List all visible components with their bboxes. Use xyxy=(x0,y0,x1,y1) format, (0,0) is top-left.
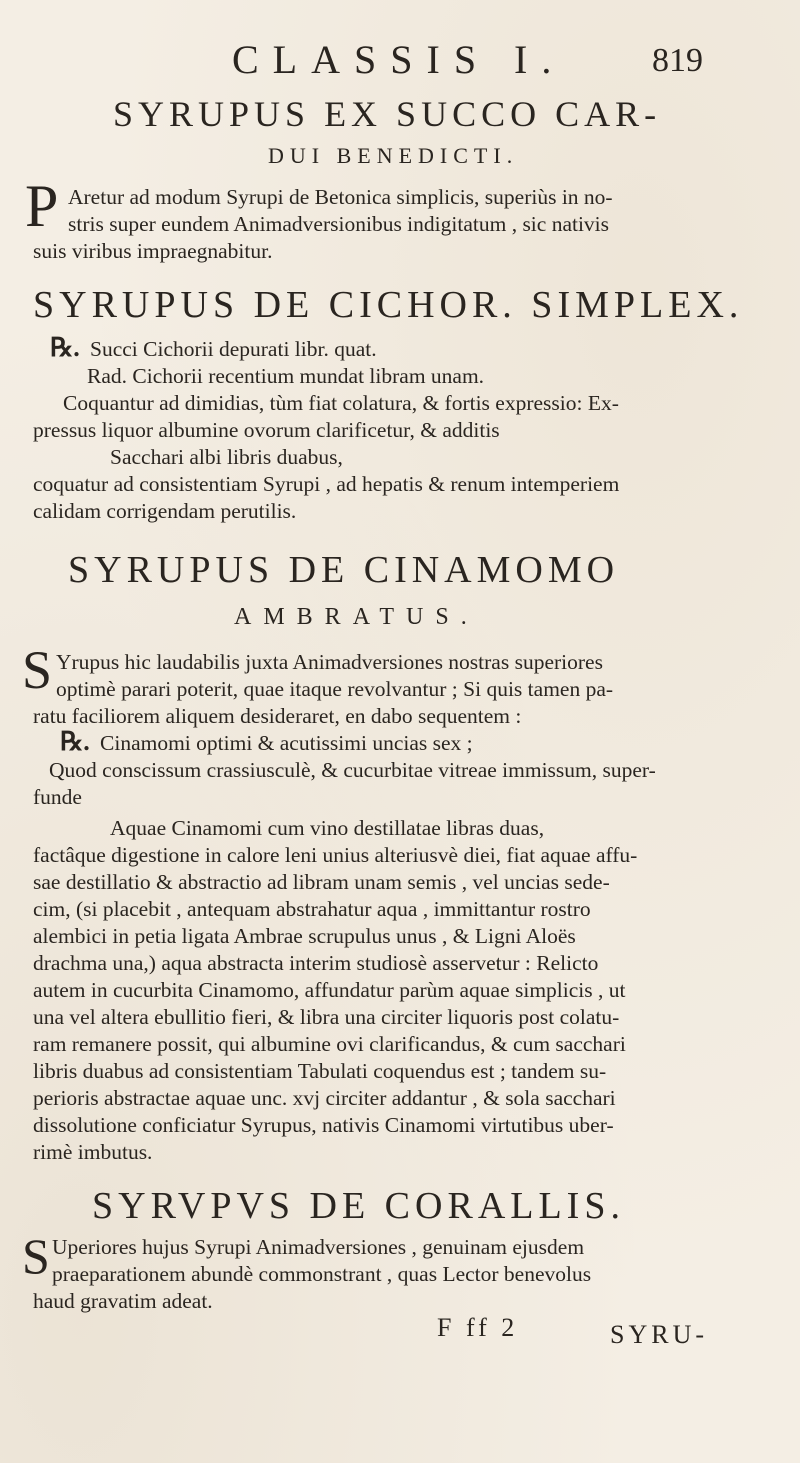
page-number: 819 xyxy=(652,42,703,79)
body-line: drachma una,) aqua abstracta interim studiosè asservetur : Relicto xyxy=(33,951,599,975)
section-subtitle-carduus: DUI BENEDICTI. xyxy=(268,143,519,168)
body-line: Quod conscissum crassiusculè, & cucurbitae vitreae immissum, super- xyxy=(49,758,656,782)
body-line: dissolutione conficiatur Syrupus, nativis Cinamomi virtutibus uber- xyxy=(33,1113,614,1137)
body-line: una vel altera ebullitio fieri, & libra una circiter liquoris post colatu- xyxy=(33,1005,620,1029)
body-line: Aquae Cinamomi cum vino destillatae libras duas, xyxy=(110,816,545,840)
section-title-carduus: SYRUPUS EX SUCCO CAR- xyxy=(113,94,662,134)
body-line: ratu faciliorem aliquem desideraret, en dabo sequentem : xyxy=(33,704,522,728)
signature-mark: F ff 2 xyxy=(437,1313,519,1342)
section-title-corallis: SYRVPVS DE CORALLIS. xyxy=(92,1185,625,1227)
body-line: Aretur ad modum Syrupi de Betonica simplicis, superiùs in no- xyxy=(68,185,613,209)
body-line: pressus liquor albumine ovorum clarificetur, & additis xyxy=(33,418,500,442)
drop-cap: S xyxy=(22,1228,50,1284)
body-line: rimè imbutus. xyxy=(33,1140,153,1164)
body-line: sae destillatio & abstractio ad libram unam semis , vel uncias sede- xyxy=(33,870,610,894)
section-title-cinamomum: SYRUPUS DE CINAMOMO xyxy=(68,549,620,591)
body-line: libris duabus ad consistentiam Tabulati coquendus est ; tandem su- xyxy=(33,1059,607,1083)
section-title-cichorium: SYRUPUS DE CICHOR. SIMPLEX. xyxy=(33,284,744,326)
recipe-symbol: ℞. xyxy=(60,727,90,756)
body-line: Yrupus hic laudabilis juxta Animadversiones nostras superiores xyxy=(56,650,603,674)
section-subtitle-ambratus: AMBRATUS. xyxy=(234,604,479,630)
body-line: suis viribus impraegnabitur. xyxy=(33,239,273,263)
recipe-symbol: ℞. xyxy=(50,333,80,362)
body-line: stris super eundem Animadversionibus indigitatum , sic nativis xyxy=(68,212,610,236)
body-line: Rad. Cichorii recentium mundat libram unam. xyxy=(87,364,485,388)
body-line: praeparationem abundè commonstrant , quas Lector benevolus xyxy=(52,1262,592,1286)
drop-cap: P xyxy=(25,173,59,239)
body-line: calidam corrigendam perutilis. xyxy=(33,499,297,523)
body-line: haud gravatim adeat. xyxy=(33,1289,213,1313)
body-line: perioris abstractae aquae unc. xvj circiter addantur , & sola sacchari xyxy=(33,1086,616,1110)
body-line: funde xyxy=(33,785,82,809)
body-line: optimè parari poterit, quae itaque revolvantur ; Si quis tamen pa- xyxy=(56,677,614,701)
running-head: CLASSIS I. xyxy=(232,37,566,82)
body-line: ram remanere possit, qui albumine ovi clarificandus, & cum sacchari xyxy=(33,1032,626,1056)
body-line: Succi Cichorii depurati libr. quat. xyxy=(90,337,377,361)
body-line: coquatur ad consistentiam Syrupi , ad hepatis & renum intemperiem xyxy=(33,472,620,496)
body-line: Coquantur ad dimidias, tùm fiat colatura, & fortis expressio: Ex- xyxy=(63,391,619,415)
drop-cap: S xyxy=(22,640,53,700)
catchword: SYRU- xyxy=(610,1320,709,1349)
body-line: cim, (si placebit , antequam abstrahatur aqua , immittantur rostro xyxy=(33,897,591,921)
body-line: Uperiores hujus Syrupi Animadversiones , genuinam ejusdem xyxy=(52,1235,585,1259)
body-line: factâque digestione in calore leni unius alteriusvè diei, fiat aquae affu- xyxy=(33,843,638,867)
body-line: autem in cucurbita Cinamomo, affundatur parùm aquae simplicis , ut xyxy=(33,978,626,1002)
body-line: Cinamomi optimi & acutissimi uncias sex ; xyxy=(100,731,473,755)
body-line: Sacchari albi libris duabus, xyxy=(110,445,343,469)
body-line: alembici in petia ligata Ambrae scrupulus unus , & Ligni Aloës xyxy=(33,924,576,948)
